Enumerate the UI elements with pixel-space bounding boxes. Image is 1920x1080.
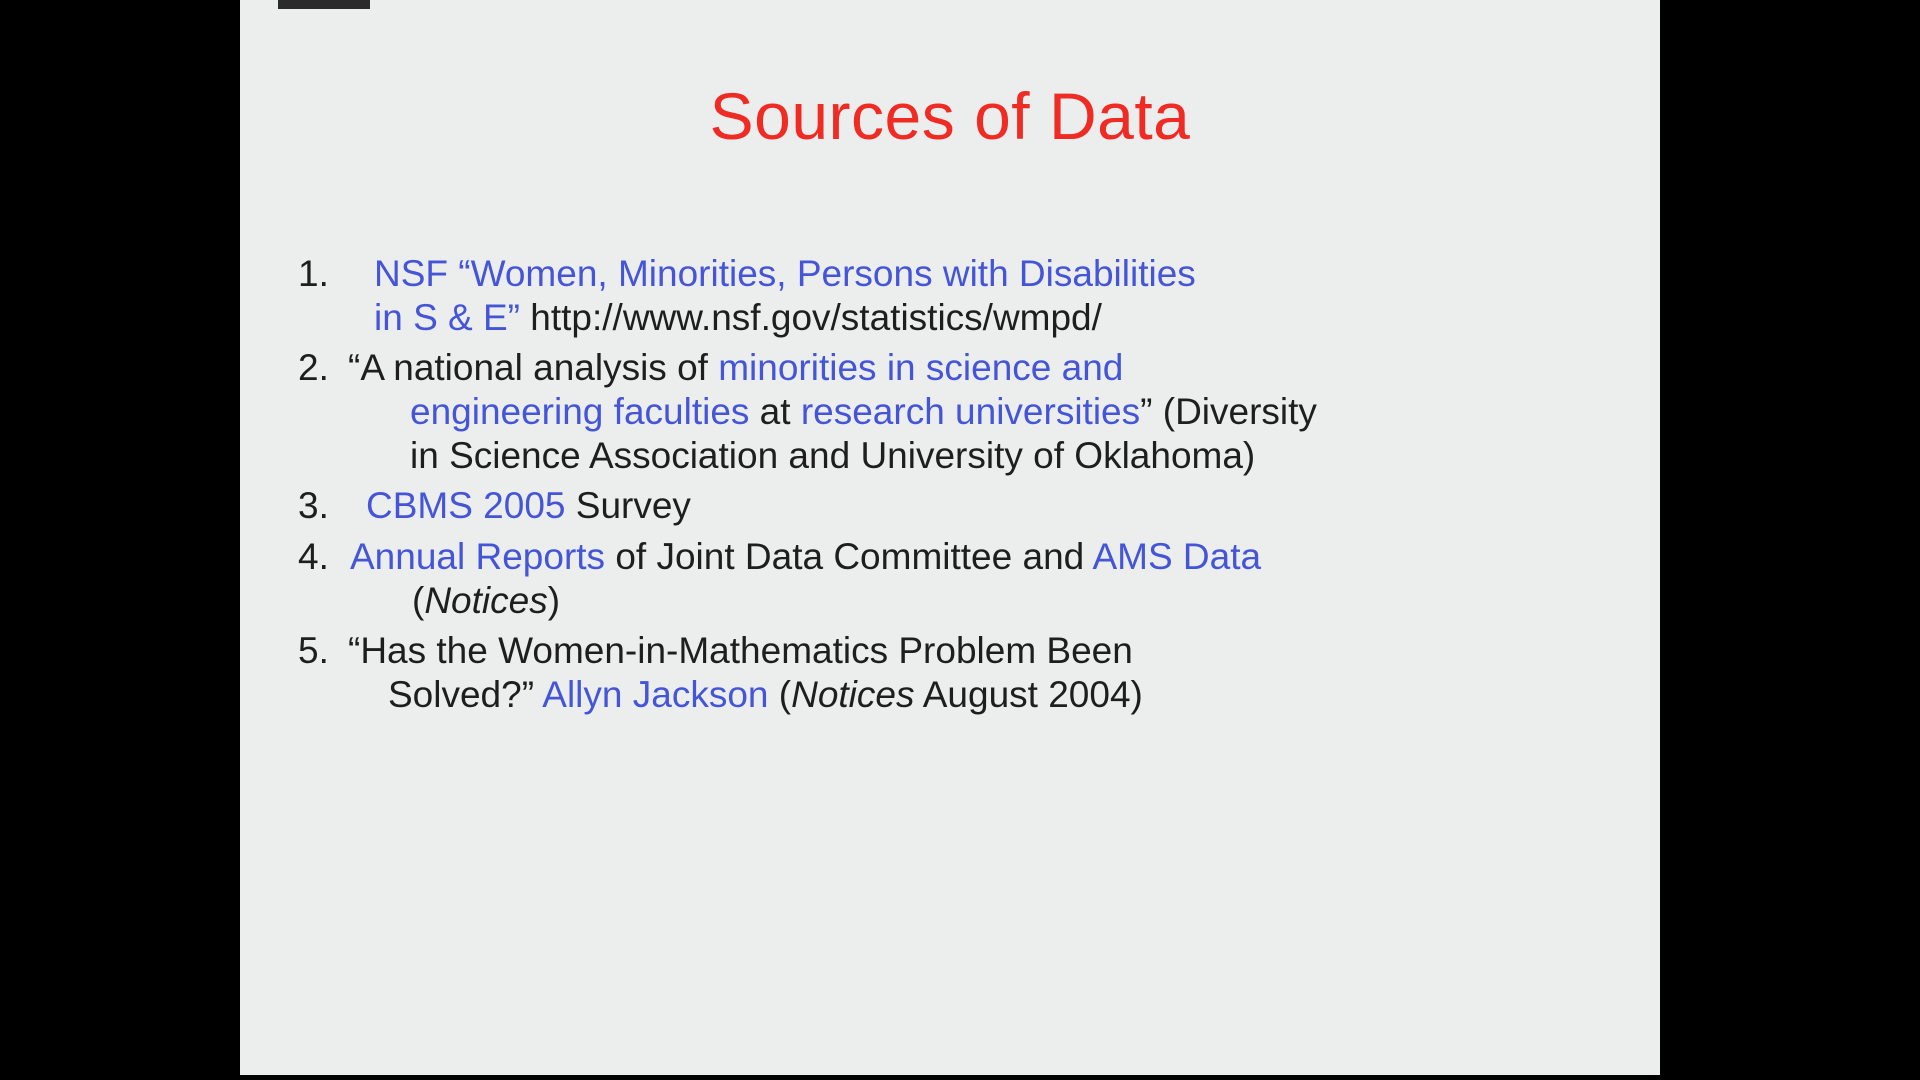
list-item-publication: Notices (424, 579, 548, 621)
list-item-link[interactable]: NSF “Women, Minorities, Persons with Disabilities (374, 253, 1196, 294)
list-item-number: 4. (298, 535, 329, 577)
list-item-title: “Has the Women-in-Mathematics Problem Been (348, 630, 1133, 672)
list-item-publication: Notices (791, 673, 915, 715)
list-item-link-secondary[interactable]: research universities (800, 390, 1141, 432)
list-item-number: 1. (298, 253, 329, 294)
list-item-link-secondary[interactable]: AMS Data (1092, 535, 1262, 577)
list-item-connector: of Joint Data Committee and (605, 535, 1093, 577)
list-item-paren-open: ( (412, 579, 425, 621)
list-item-publication-date: August 2004) (914, 673, 1143, 715)
list-item-url: http://www.nsf.gov/statistics/wmpd/ (520, 296, 1102, 338)
list-item-title-continued: Solved?” (388, 673, 543, 715)
list-item-number: 2. (298, 347, 329, 389)
list-item-link[interactable]: minorities in science and (718, 347, 1124, 389)
list-item-number: 3. (298, 485, 329, 527)
list-item-suffix: ” (Diversity (1140, 390, 1317, 432)
list-item-paren-open: ( (768, 673, 792, 715)
list-item (298, 346, 1620, 477)
sources-list (298, 252, 1620, 724)
list-item (298, 252, 1620, 339)
list-item (298, 484, 1620, 528)
frame-artifact-strip (278, 0, 370, 9)
list-item-link[interactable]: Annual Reports (350, 535, 606, 577)
list-item-link-continued[interactable]: in S & E” (374, 296, 520, 338)
list-item-prefix: “A national analysis of (348, 347, 719, 389)
list-item-text (366, 484, 1620, 528)
list-item-link[interactable]: CBMS 2005 (366, 485, 566, 527)
list-item-text (348, 346, 1620, 477)
list-item-text (348, 629, 1620, 716)
list-item-suffix: Survey (565, 485, 691, 527)
list-item-number: 5. (298, 630, 329, 672)
list-item-link[interactable]: Allyn Jackson (542, 673, 769, 715)
list-item (298, 535, 1620, 622)
list-item-link-continued[interactable]: engineering faculties (410, 390, 750, 432)
list-item-source: in Science Association and University of Oklahoma) (410, 434, 1256, 476)
page-title: Sources of Data (709, 79, 1191, 153)
list-item-paren-close: ) (547, 579, 561, 621)
presentation-slide (240, 0, 1660, 1075)
list-item-text (374, 252, 1620, 339)
list-item-text (350, 535, 1620, 622)
list-item-connector: at (749, 390, 801, 432)
list-item (298, 629, 1620, 716)
